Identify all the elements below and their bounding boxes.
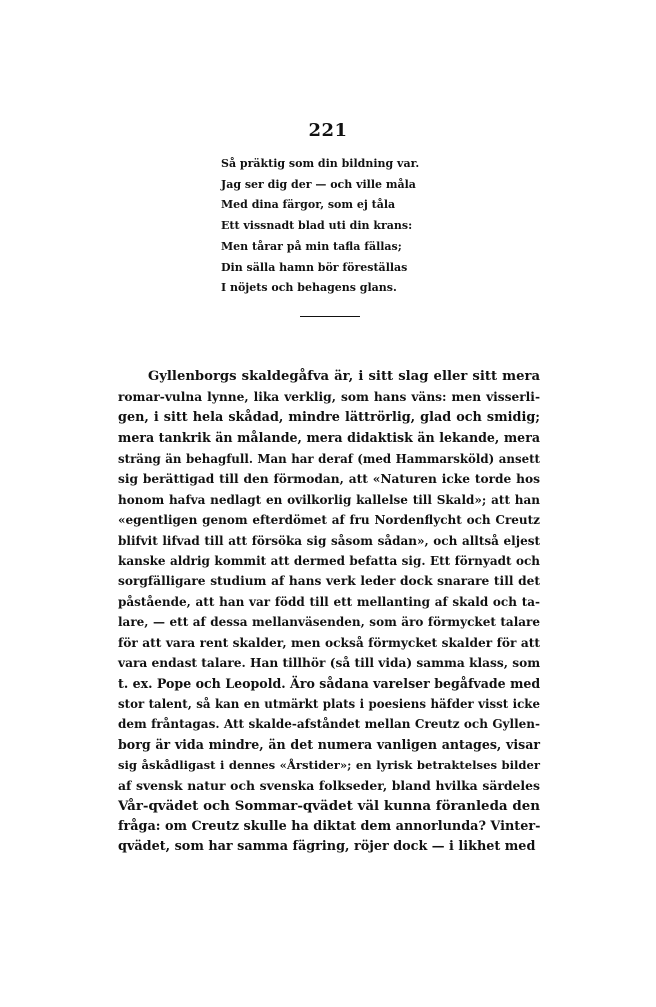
prose-line: sorgfälligare studium af hans verk leder dock snarare till det xyxy=(118,574,540,589)
prose-line: fråga: om Creutz skulle ha diktat dem annorlunda? Vinter- xyxy=(118,818,541,834)
poem-line: Så präktig som din bildning var. xyxy=(221,157,420,170)
prose-line: «egentligen genom efterdömet af fru Nordenflycht och Creutz xyxy=(118,513,540,528)
prose-line: borg är vida mindre, än det numera vanligen antages, visar xyxy=(118,736,540,752)
poem-line: Din sälla hamn bör föreställas xyxy=(221,260,408,274)
prose-line: t. ex. Pope och Leopold. Äro sådana varelser begåfvade med xyxy=(118,675,541,691)
prose-line: af svensk natur och svenska folkseder, bland hvilka särdeles xyxy=(118,777,540,793)
poem-stanza xyxy=(221,154,481,299)
prose-line: romar-vulna lynne, lika verklig, som hans väns: men visserli- xyxy=(118,390,540,405)
prose-line: dem fråntagas. Att skalde-afståndet mellan Creutz och Gyllen- xyxy=(118,717,540,732)
prose-line: sträng än behagfull. Man har deraf (med Hammarsköld) ansett xyxy=(118,451,540,466)
page-number: 221 xyxy=(308,120,348,141)
prose-line: mera tankrik än målande, mera didaktisk än lekande, mera xyxy=(118,430,540,446)
prose-line: blifvit lifvad till att försöka sig såsom sådan», och alltså eljest xyxy=(118,533,540,548)
poem-line: I nöjets och behagens glans. xyxy=(221,281,397,295)
prose-line: stor talent, så kan en utmärkt plats i poesiens häfder visst icke xyxy=(118,697,540,711)
prose-line: påstående, att han var född till ett mellanting af skald och ta- xyxy=(118,594,540,609)
poem-line: Men tårar på min tafla fällas; xyxy=(221,239,402,253)
prose-line: sig berättigad till den förmodan, att «Naturen icke torde hos xyxy=(118,472,540,487)
prose-line: vara endast talare. Han tillhör (så till vida) samma klass, som xyxy=(118,656,541,671)
prose-line: honom hafva nedlagt en ovilkorlig kallelse till Skald»; att han xyxy=(118,492,540,507)
prose-line: lare, — ett af dessa mellanväsenden, som äro förmycket talare xyxy=(118,615,540,630)
prose-line: Gyllenborgs skaldegåfva är, i sitt slag eller sitt mera xyxy=(148,369,540,384)
poem-line: Jag ser dig der — och ville måla xyxy=(221,177,416,191)
prose-line: gen, i sitt hela skådad, mindre lättrörlig, glad och smidig; xyxy=(118,409,540,425)
poem-line: Med dina färgor, som ej tåla xyxy=(221,198,396,212)
prose-line: qvädet, som har samma fägring, röjer dock — i likhet med xyxy=(118,839,536,855)
prose-line: sig åskådligast i dennes «Årstider»; en lyrisk betraktelses bilder xyxy=(118,758,540,773)
prose-line: kanske aldrig kommit att dermed befatta sig. Ett förnyadt och xyxy=(118,553,540,568)
poem-line: Ett vissnadt blad uti din krans: xyxy=(221,219,413,233)
prose-paragraph xyxy=(118,367,540,858)
prose-line: Vår-qvädet och Sommar-qvädet väl kunna föranleda den xyxy=(118,798,540,815)
section-divider xyxy=(300,316,360,317)
prose-line: för att vara rent skalder, men också förmycket skalder för att xyxy=(118,635,540,650)
